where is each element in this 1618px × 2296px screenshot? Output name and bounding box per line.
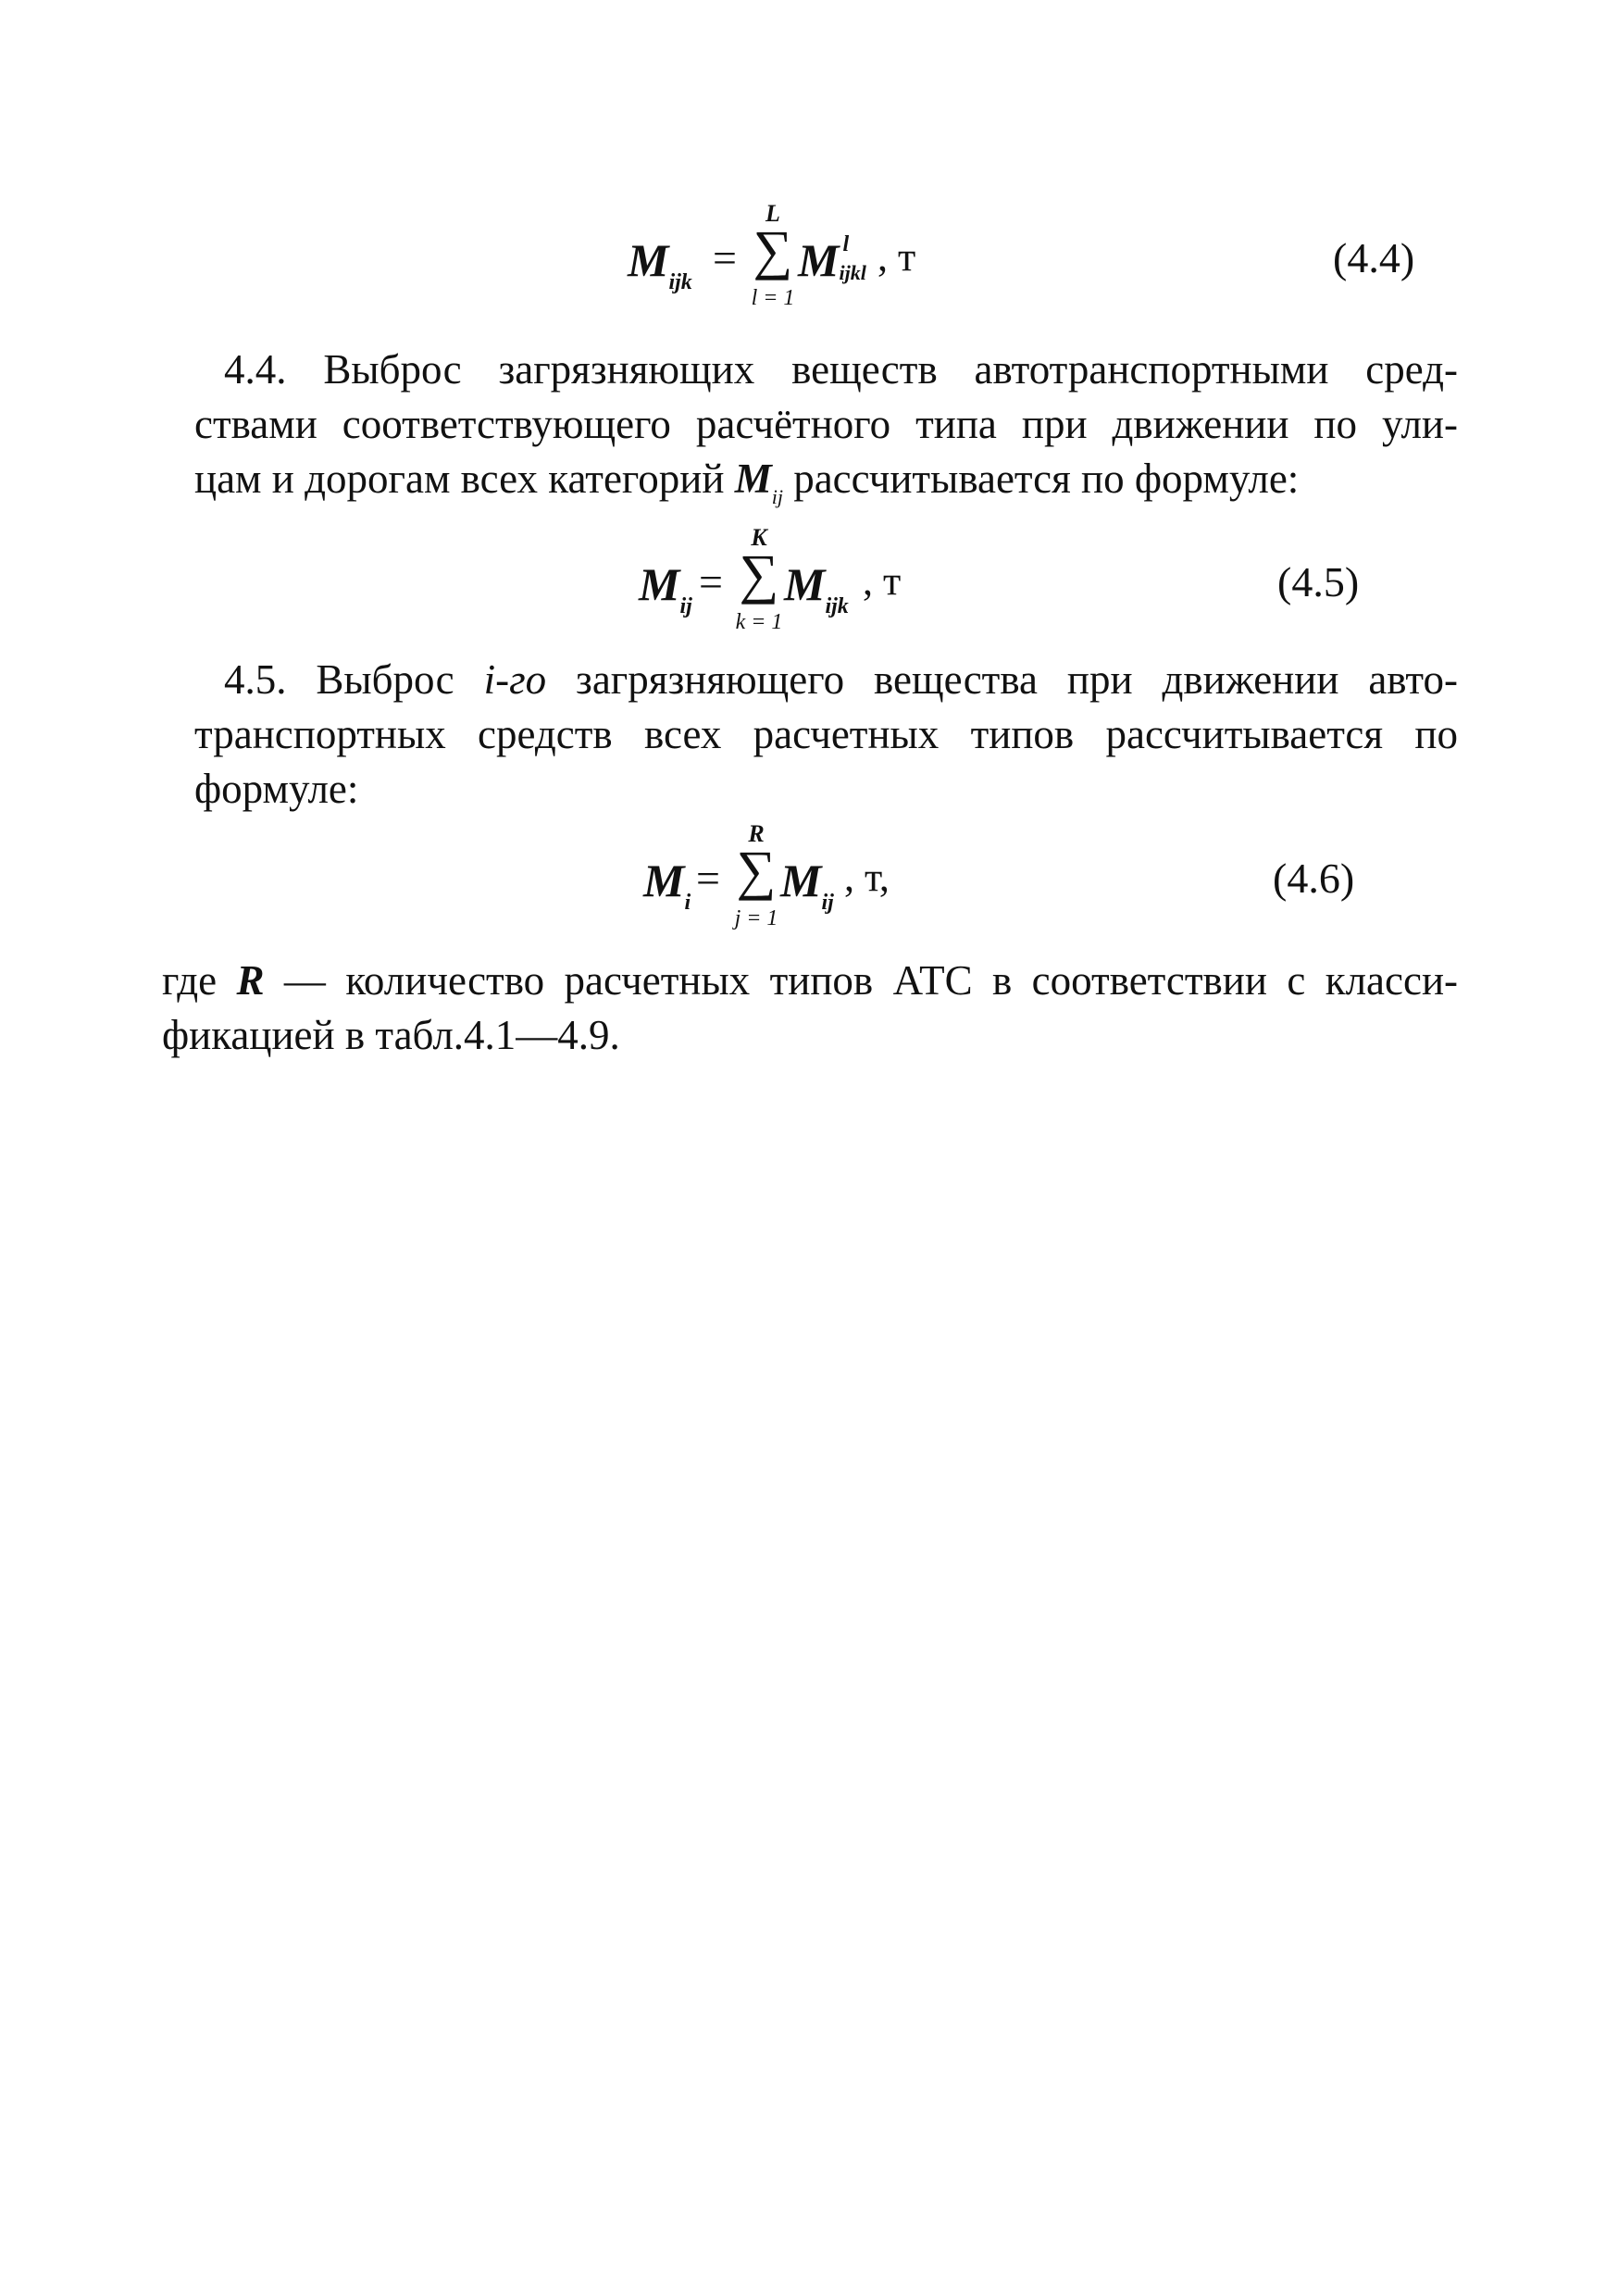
unit-label: , т (863, 558, 902, 604)
unit-label: , т, (844, 855, 890, 900)
formula-rhs: M l ijkl (798, 232, 866, 286)
sum-lower-limit: k = 1 (735, 610, 783, 634)
paragraph-line: фикацией в табл.4.1—4.9. (162, 1012, 620, 1058)
paragraph-line: транспортных средств всех расчетных типов рассчитывается по (194, 711, 1458, 757)
paragraph-line: где R — количество расчетных типов АТС в соответствии с класси- (162, 957, 1459, 1004)
formula-rhs: Mijk (784, 558, 849, 618)
formula-lhs: Mijk (628, 234, 692, 294)
equals-sign: = (713, 234, 737, 281)
formula-4-6 (0, 815, 1618, 954)
sum-upper-limit: R (748, 820, 765, 847)
sum-lower-limit: j = 1 (734, 906, 778, 930)
formula-lhs: Mi (643, 855, 691, 915)
equation-number: (4.4) (1333, 234, 1415, 281)
paragraph-4-4 (194, 343, 1458, 513)
sum-upper-limit: L (765, 200, 780, 227)
paragraph-line: цам и дорогам всех категорий $M_{ij}$ рассчитывается по формуле: (194, 455, 1300, 508)
equals-sign: = (699, 558, 723, 605)
paragraph-line: 4.5. Выброс i-го загрязняющего вещества при движении авто- (224, 656, 1458, 703)
paragraph-4-5 (194, 653, 1458, 817)
equation-number: (4.6) (1273, 855, 1355, 902)
equals-sign: = (696, 855, 720, 902)
paragraph-line: 4.4. Выброс загрязняющих веществ автотранспортными сред- (224, 346, 1458, 393)
sum-upper-limit: K (751, 524, 767, 551)
sum-lower-limit: l = 1 (751, 286, 795, 310)
paragraph-where (162, 954, 1458, 1063)
sigma-symbol: ∑ (753, 219, 793, 281)
paragraph-line: ствами соответствующего расчётного типа при движении по ули- (194, 401, 1458, 447)
unit-label: , т (877, 234, 916, 280)
formula-lhs: Mij (639, 558, 692, 618)
formula-rhs: Mij (780, 855, 834, 915)
formula-4-4 (0, 194, 1618, 333)
equation-number: (4.5) (1277, 558, 1360, 605)
sigma-symbol: ∑ (736, 840, 777, 901)
paragraph-line: формуле: (194, 766, 359, 812)
sigma-symbol: ∑ (739, 543, 779, 605)
formula-4-5 (0, 518, 1618, 657)
